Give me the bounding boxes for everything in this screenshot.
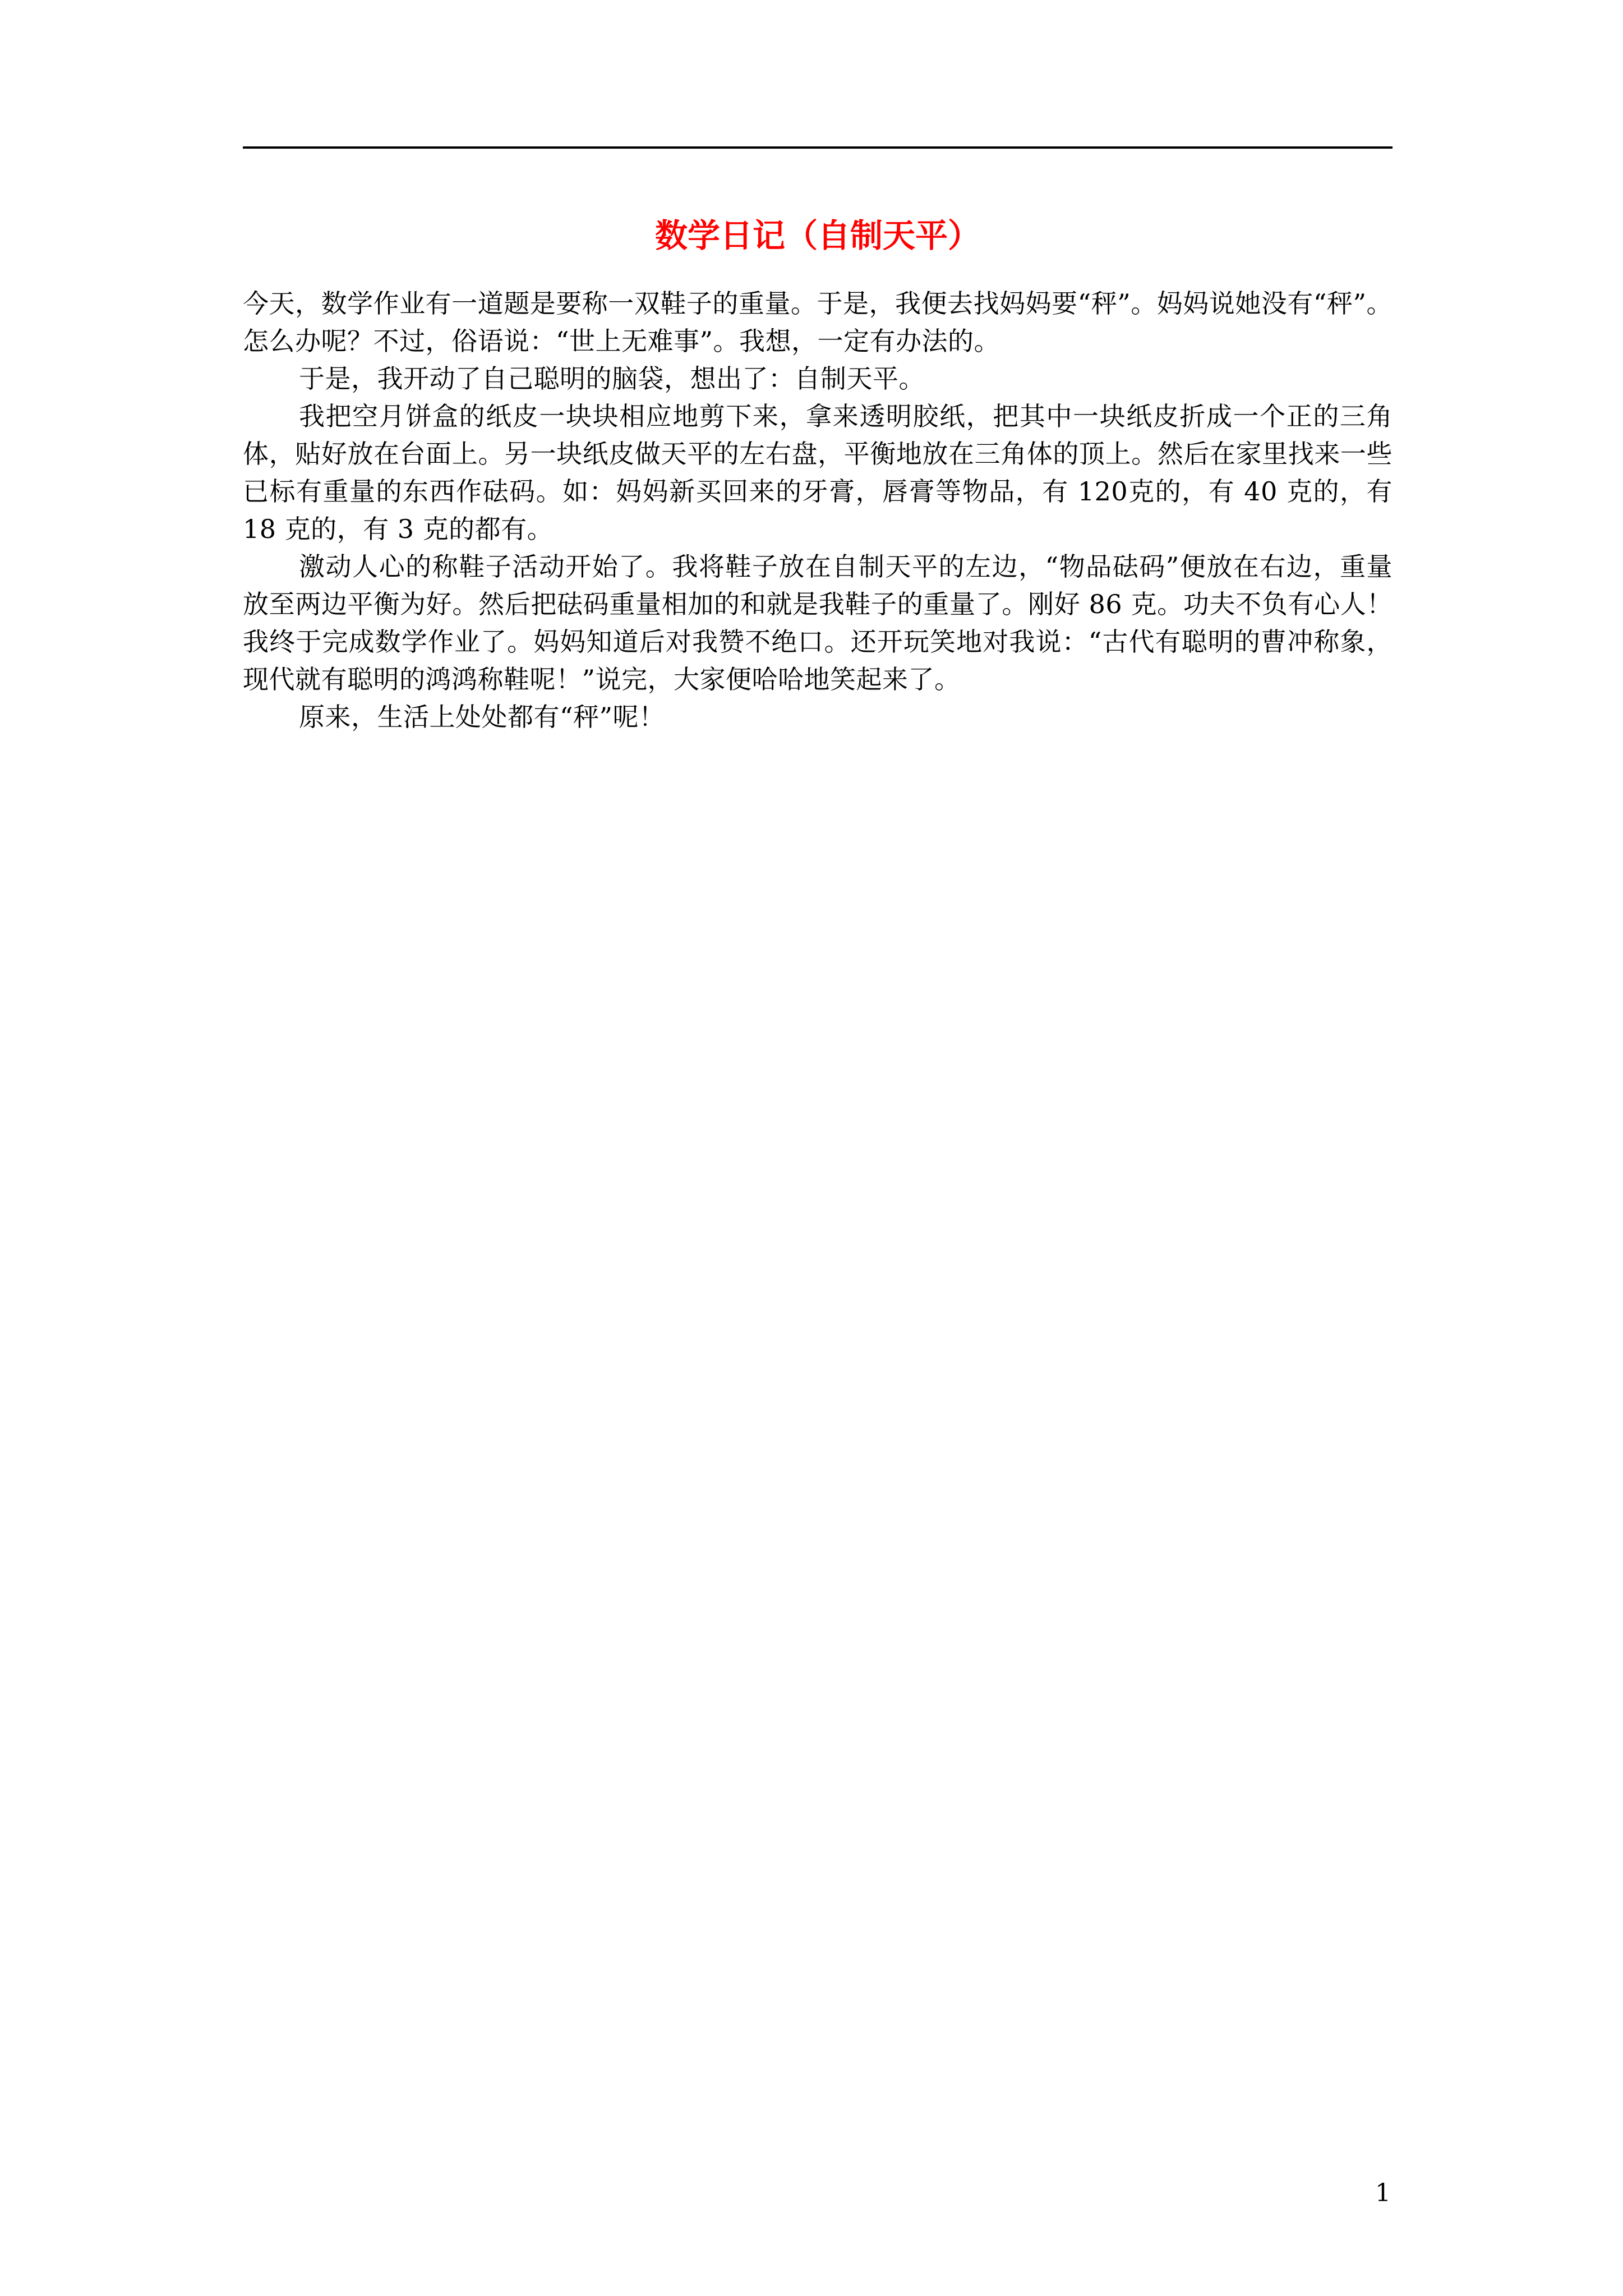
header-rule: [243, 146, 1393, 149]
paragraph-5: 原来，生活上处处都有“秤”呢！: [299, 702, 665, 732]
paragraph-3: 我把空月饼盒的纸皮一块块相应地剪下来，拿来透明胶纸，把其中一块纸皮折成一个正的三角体，贴好放在台面上。另一块纸皮做天平的左右盘，平衡地放在三角体的顶上。然后在家里找来一些已标有重量的东西作砝码。如：妈妈新买回来的牙膏，唇膏等物品，有 120克的，有 40 克的，有 18 克的，有 3 克的都有。: [243, 401, 1393, 544]
document-title: 数学日记（自制天平）: [654, 217, 980, 255]
document-body: [243, 285, 1393, 736]
page-number: 1: [1375, 2179, 1391, 2207]
paragraph-4: 激动人心的称鞋子活动开始了。我将鞋子放在自制天平的左边，“物品砝码”便放在右边，重量放至两边平衡为好。然后把砝码重量相加的和就是我鞋子的重量了。刚好 86 克。功夫不负有心人！我终于完成数学作业了。妈妈知道后对我赞不绝口。还开玩笑地对我说：“古代有聪明的曹冲称象，现代就有聪明的鸿鸿称鞋呢！”说完，大家便哈哈地笑起来了。: [243, 551, 1393, 694]
paragraph-2: 于是，我开动了自己聪明的脑袋，想出了：自制天平。: [299, 364, 925, 394]
paragraph-1: 今天，数学作业有一道题是要称一双鞋子的重量。于是，我便去找妈妈要“秤”。妈妈说她没有“秤”。怎么办呢？不过，俗语说：“世上无难事”。我想，一定有办法的。: [243, 288, 1393, 356]
